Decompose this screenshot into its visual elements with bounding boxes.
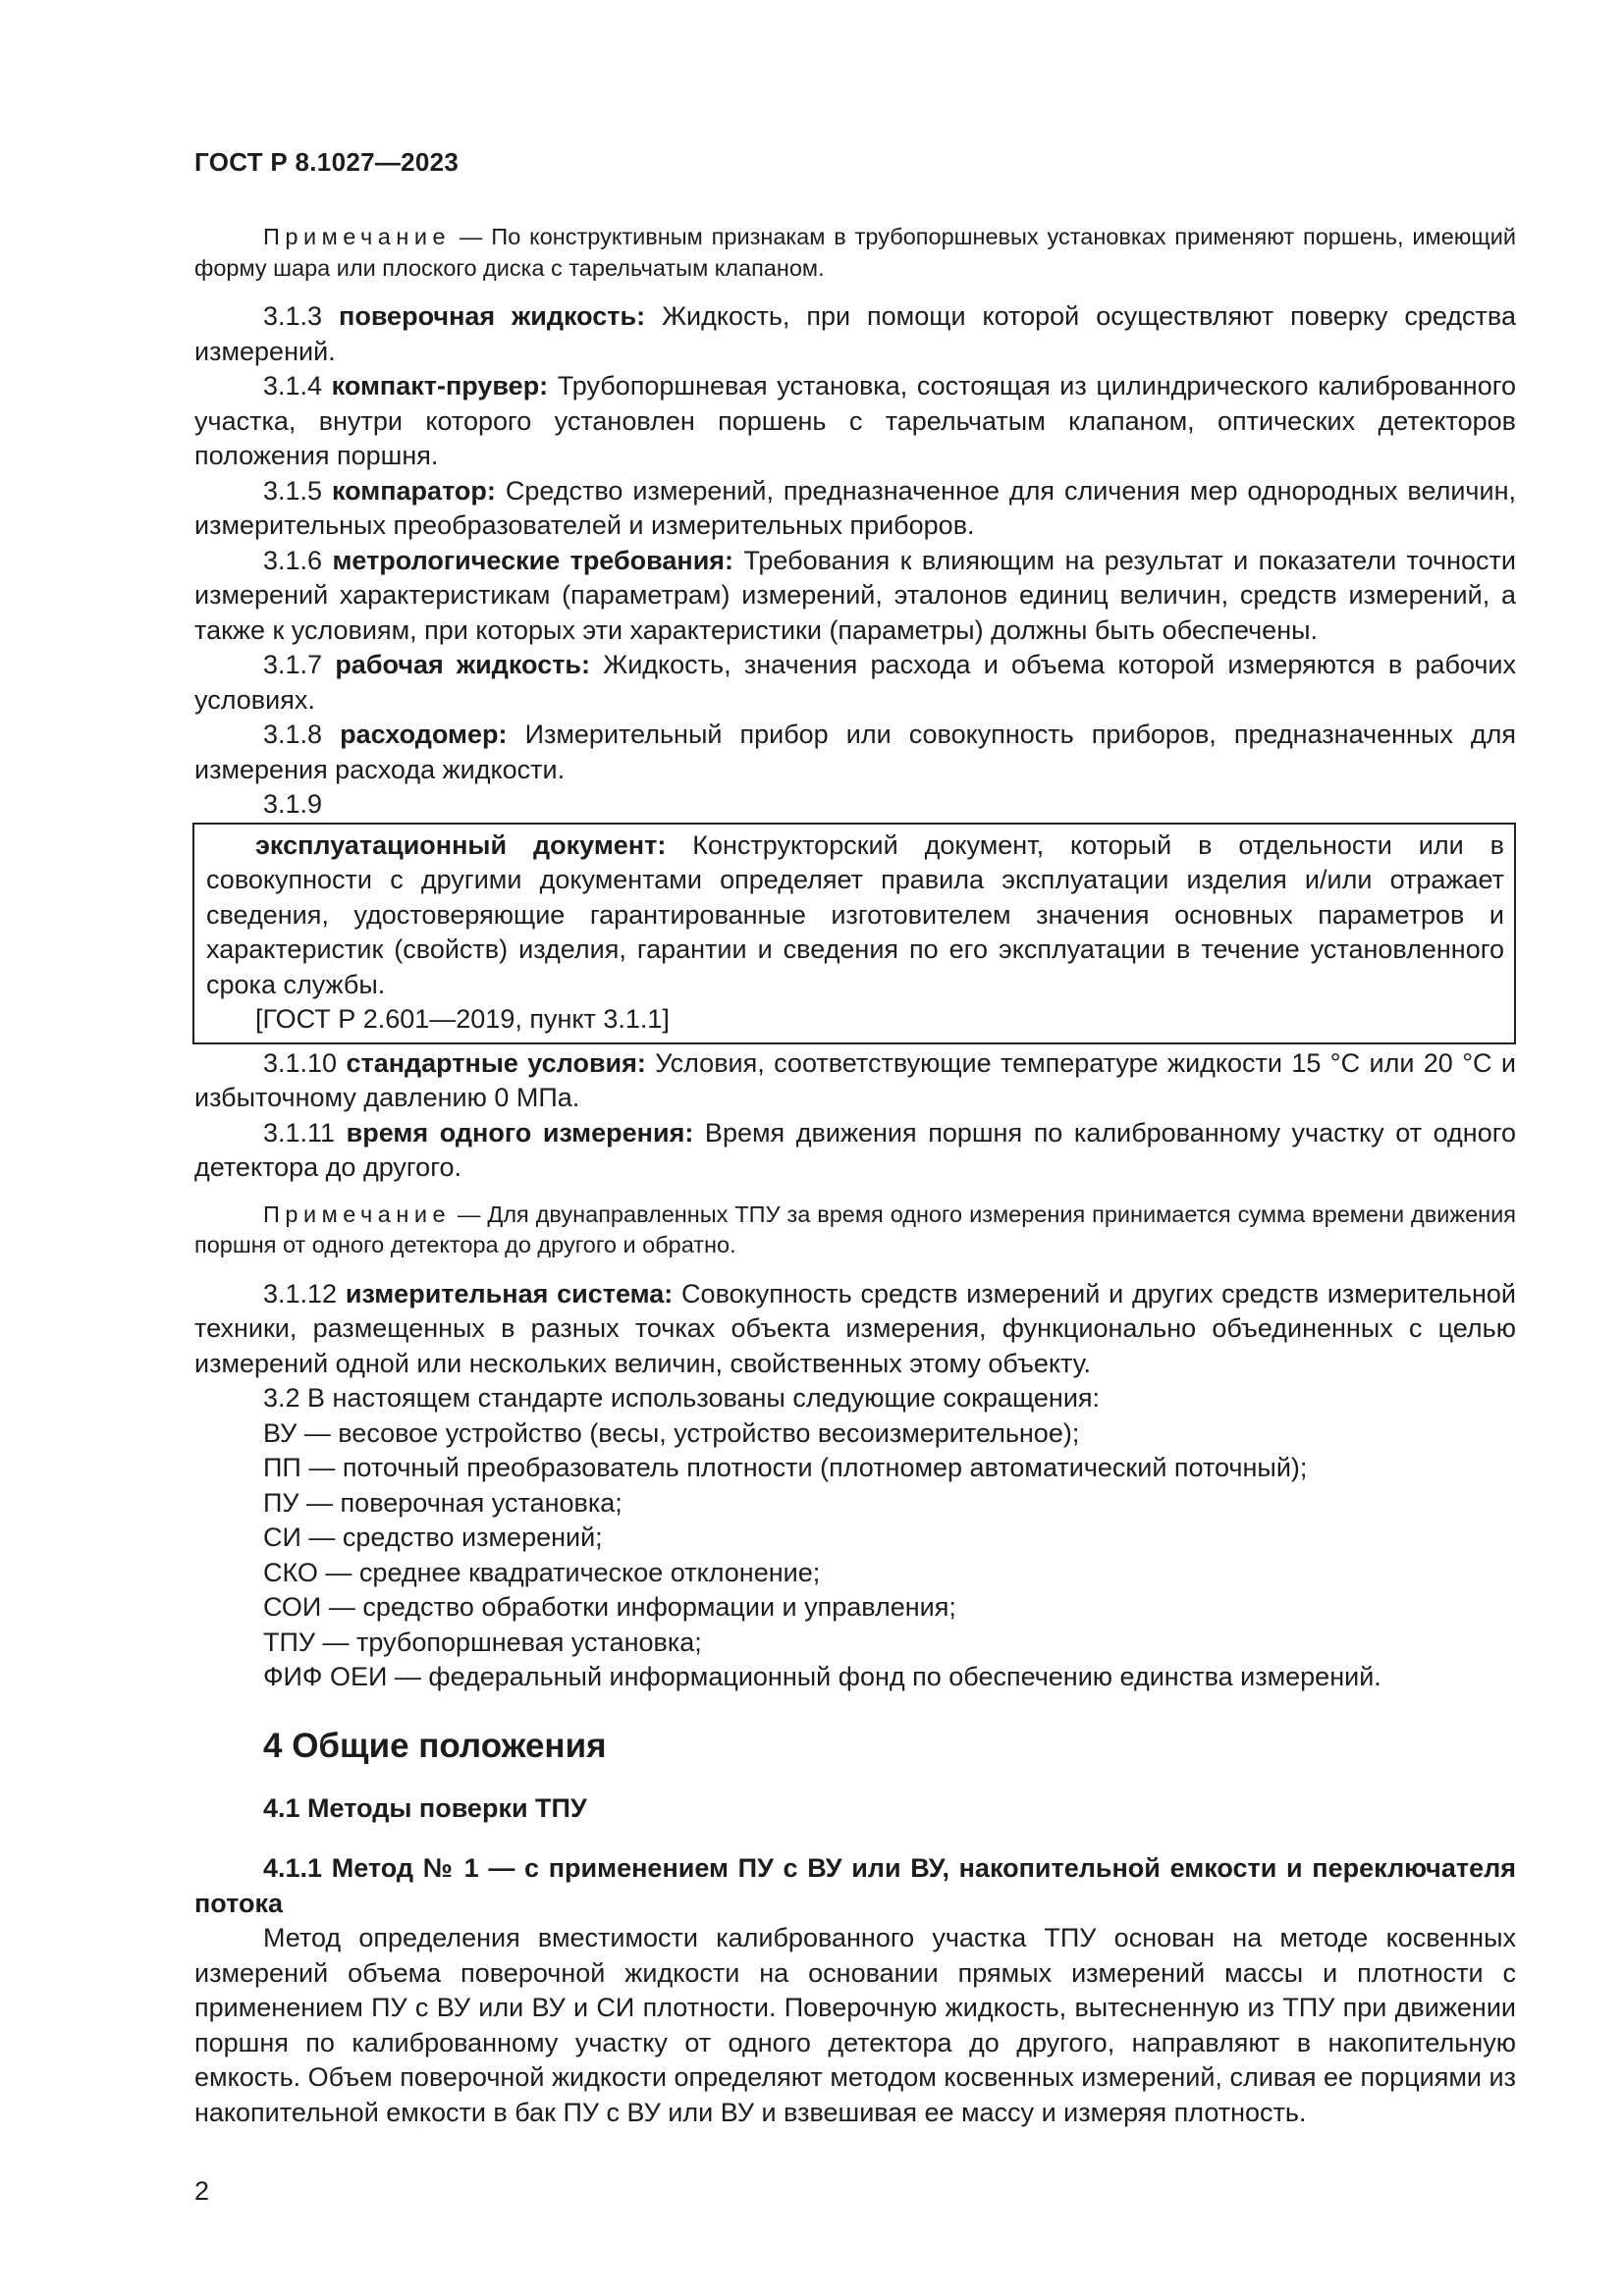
document-header: ГОСТ Р 8.1027—2023	[194, 147, 460, 177]
term-title: эксплуатационный документ:	[255, 829, 667, 860]
term-number: 3.1.5	[263, 475, 332, 506]
term-3-1-9	[206, 828, 1504, 1003]
section-4-heading: 4 Общие положения	[263, 1726, 607, 1765]
boxed-term-3-1-9	[192, 823, 1516, 1044]
term-definition: Жидкость, значения расхода и объема которой измеряются в рабочих условиях.	[194, 650, 1516, 715]
term-definition: Жидкость, при помощи которой осуществляют поверку средства измерений.	[194, 301, 1516, 366]
term-definition: Измерительный прибор или совокупность приборов, предназначенных для измерения расхода жидкости.	[194, 720, 1516, 784]
term-definition: Требования к влияющим на результат и показатели точности измерений характеристикам (параметрам) измерений, эталонов единиц величин, средств измерений, а также к условиям, при которых эти характеристики (параметры) должны быть обеспечены.	[194, 545, 1516, 645]
term-3-1-4	[194, 369, 1516, 474]
term-number: 3.1.6	[263, 545, 333, 575]
term-3-1-8	[194, 718, 1516, 787]
term-definition: Трубопоршневая установка, состоящая из цилиндрического калиброванного участка, внутри которого установлен поршень с тарельчатым клапаном, оптических детекторов положения поршня.	[194, 371, 1516, 470]
abbreviation-item: СОИ — средство обработки информации и управления;	[263, 1592, 956, 1622]
section-4-1-1-body: Метод определения вместимости калиброванного участка ТПУ основан на методе косвенных измерений объема поверочной жидкости на основании прямых измерений массы и плотности с применением ПУ с ВУ или ВУ и СИ плотности. Поверочную жидкость, вытесненную из ТПУ при движении поршня по калиброванному участку от одного детектора до другого, направляют в накопительную емкость. Объем поверочной жидкости определяют методом косвенных измерений, сливая ее порциями из накопительной емкости в бак ПУ с ВУ или ВУ и взвешивая ее массу и измеряя плотность.	[194, 1923, 1516, 2127]
term-number: 3.1.10	[263, 1047, 347, 1078]
term-3-1-7	[194, 648, 1516, 718]
term-title: измерительная система:	[345, 1278, 674, 1308]
term-definition: Средство измерений, предназначенное для сличения мер однородных величин, измерительных преобразователей и измерительных приборов.	[194, 475, 1516, 540]
term-number: 3.1.4	[263, 371, 332, 400]
term-definition: Время движения поршня по калиброванному участку от одного детектора до другого.	[194, 1117, 1516, 1182]
term-title: стандартные условия:	[346, 1047, 646, 1078]
abbreviation-item: СКО — среднее квадратическое отклонение;	[263, 1557, 821, 1587]
abbreviation-item: СИ — средство измерений;	[263, 1522, 603, 1552]
term-3-1-11	[194, 1116, 1516, 1186]
document-body	[194, 222, 1516, 2130]
abbreviation-item: ПУ — поверочная установка;	[263, 1487, 623, 1518]
term-number: 3.1.8	[263, 720, 341, 749]
term-title: время одного измерения:	[346, 1117, 694, 1148]
term-number: 3.1.12	[263, 1278, 346, 1308]
term-3-1-5	[194, 474, 1516, 544]
note-label: Примечание	[263, 1201, 452, 1227]
abbreviation-item: ВУ — весовое устройство (весы, устройство весоизмерительное);	[263, 1417, 1080, 1448]
note-label: Примечание	[263, 224, 452, 249]
term-title: компакт-прувер:	[331, 371, 549, 400]
term-3-1-3	[194, 299, 1516, 369]
term-definition: Конструкторский документ, который в отдельности или в совокупности с другими документами определяет правила эксплуатации изделия и/или отражает сведения, удостоверяющие гарантированные изготовителем значения основных параметров и характеристик (свойств) изделия, гарантии и сведения по его эксплуатации в течение установленного срока службы.	[206, 829, 1504, 999]
term-title: компаратор:	[331, 475, 496, 506]
term-title: метрологические требования:	[332, 545, 734, 575]
note-text: — По конструктивным признакам в трубопоршневых установках применяют поршень, имеющий форму шара или плоского диска с тарельчатым клапаном.	[194, 224, 1516, 281]
term-number: 3.1.7	[263, 650, 336, 679]
term-title: поверочная жидкость:	[339, 301, 646, 331]
term-3-1-6	[194, 544, 1516, 649]
term-title: рабочая жидкость:	[335, 650, 591, 679]
term-3-1-12	[194, 1277, 1516, 1382]
term-3-1-10	[194, 1046, 1516, 1116]
note-2	[194, 1200, 1516, 1261]
term-reference: [ГОСТ Р 2.601—2019, пункт 3.1.1]	[255, 1004, 670, 1034]
term-title: расходомер:	[340, 720, 508, 749]
page-number: 2	[194, 2176, 210, 2206]
section-4-1-1-heading: 4.1.1 Метод № 1 — с применением ПУ с ВУ или ВУ, накопительной емкости и переключателя потока	[194, 1853, 1516, 1918]
abbreviation-item: ФИФ ОЕИ — федеральный информационный фонд по обеспечению единства измерений.	[263, 1662, 1381, 1691]
note-text: — Для двунаправленных ТПУ за время одного измерения принимается сумма времени движения поршня от одного детектора до другого и обратно.	[194, 1201, 1516, 1257]
term-definition: Совокупность средств измерений и других средств измерительной техники, размещенных в разных точках объекта измерения, функционально объединенных с целью измерений одной или нескольких величин, свойственных этому объекту.	[194, 1278, 1516, 1378]
abbreviation-item: ПП — поточный преобразователь плотности (плотномер автоматический поточный);	[263, 1453, 1308, 1482]
abbreviation-item: ТПУ — трубопоршневая установка;	[263, 1627, 702, 1657]
term-number: 3.1.11	[263, 1117, 347, 1148]
note-1	[194, 222, 1516, 284]
term-3-1-9-number: 3.1.9	[263, 789, 323, 819]
term-definition: Условия, соответствующие температуре жидкости 15 °С или 20 °С и избыточному давлению 0 МПа.	[194, 1047, 1516, 1112]
term-number: 3.1.3	[263, 301, 340, 331]
abbreviations-intro: 3.2 В настоящем стандарте использованы следующие сокращения:	[263, 1383, 1101, 1413]
section-4-1-heading: 4.1 Методы поверки ТПУ	[263, 1792, 587, 1823]
